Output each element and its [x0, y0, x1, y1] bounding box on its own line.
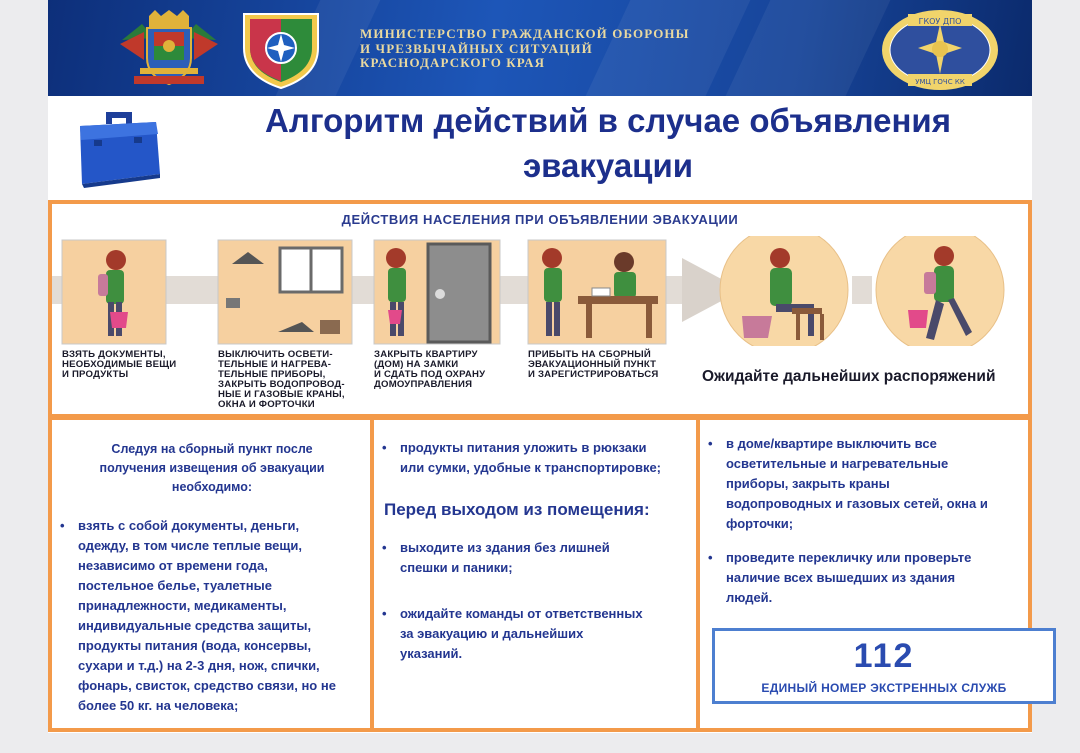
- caption-line: НЫЕ И ГАЗОВЫЕ КРАНЫ,: [218, 389, 345, 400]
- step-caption-2: [218, 350, 368, 410]
- bullet-line: продукты питания (вода, консервы,: [78, 638, 312, 653]
- seal-bottom-text: УМЦ ГОЧС КК: [915, 78, 965, 86]
- step-caption-1: [62, 350, 202, 380]
- bullet-item: [380, 604, 676, 664]
- caption-line: ЗАКРЫТЬ ВОДОПРОВОД-: [218, 379, 345, 390]
- bullet-dot: •: [708, 436, 713, 451]
- step-caption-3: [374, 350, 524, 390]
- caption-line: ЗАКРЫТЬ КВАРТИРУ: [374, 349, 478, 360]
- bullet-line: или сумки, удобные к транспортировке;: [400, 460, 662, 475]
- bullet-line: за эвакуацию и дальнейших: [400, 626, 584, 641]
- page-title: [208, 98, 1008, 188]
- heading-line: Следуя на сборный пункт после: [111, 442, 313, 456]
- bullet-line: ожидайте команды от ответственных: [400, 606, 643, 621]
- bullet-line: одежду, в том числе теплые вещи,: [78, 538, 302, 553]
- caption-line: НЕОБХОДИМЫЕ ВЕЩИ: [62, 359, 177, 370]
- caption-line: ТЕЛЬНЫЕ И НАГРЕВА-: [218, 359, 332, 370]
- bullet-line: сухари и т.д.) на 2-3 дня, нож, спички,: [78, 658, 320, 673]
- bullet-line: проведите перекличку или проверьте: [726, 550, 972, 565]
- arrow-band: [52, 236, 1028, 346]
- emergency-number: 112: [853, 637, 915, 675]
- emergency-number-box: [712, 628, 1056, 704]
- krasnodar-coat-of-arms-icon: [114, 10, 224, 90]
- col2-bullet-1: [380, 438, 692, 478]
- await-instructions: Ожидайте дальнейших распоряжений: [702, 368, 996, 385]
- caption-line: И СДАТЬ ПОД ОХРАНУ: [374, 369, 486, 380]
- column-2: [370, 416, 700, 732]
- bullet-item: [380, 538, 676, 578]
- ministry-line: И ЧРЕЗВЫЧАЙНЫХ СИТУАЦИЙ: [360, 40, 593, 56]
- caption-line: ДОМОУПРАВЛЕНИЯ: [374, 379, 473, 390]
- training-center-seal-icon: [878, 8, 1002, 92]
- heading-line: получения извещения об эвакуации: [99, 461, 325, 475]
- title-line-2: эвакуации: [522, 147, 694, 184]
- bullet-line: осветительные и нагревательные: [726, 456, 949, 471]
- bullet-dot: •: [382, 440, 387, 455]
- bullet-item: [58, 516, 364, 716]
- caption-line: (ДОМ) НА ЗАМКИ: [374, 359, 459, 370]
- bullet-line: продукты питания уложить в рюкзаки: [400, 440, 647, 455]
- poster: [48, 0, 1032, 733]
- ministry-line: КРАСНОДАРСКОГО КРАЯ: [360, 55, 546, 70]
- bullet-dot: •: [382, 540, 387, 555]
- bullet-item: [706, 548, 1020, 608]
- caption-line: ТЕЛЬНЫЕ ПРИБОРЫ,: [218, 369, 326, 380]
- heading-line: необходимо:: [171, 480, 253, 494]
- title-area: [48, 96, 1032, 200]
- bullet-dot: •: [708, 550, 713, 565]
- bullet-item: [380, 438, 692, 478]
- seal-top-text: ГКОУ ДПО: [918, 17, 962, 26]
- bullet-item: [706, 434, 1020, 534]
- ministry-line: МИНИСТЕРСТВО ГРАЖДАНСКОЙ ОБОРОНЫ: [360, 26, 690, 41]
- bullet-line: фонарь, свисток, средство связи, но не: [78, 678, 336, 693]
- bullet-line: взять с собой документы, деньги,: [78, 518, 300, 533]
- col1-bullet: [58, 516, 364, 716]
- caption-line: ВЗЯТЬ ДОКУМЕНТЫ,: [62, 349, 166, 360]
- bullet-line: индивидуальные средства защиты,: [78, 618, 312, 633]
- before-leaving-heading: Перед выходом из помещения:: [384, 500, 650, 519]
- col3-bullet-1: [706, 434, 1020, 534]
- bullet-line: форточки;: [726, 516, 794, 531]
- column-1: [48, 416, 374, 732]
- steps-panel: [48, 200, 1032, 418]
- steps-heading: ДЕЙСТВИЯ НАСЕЛЕНИЯ ПРИ ОБЪЯВЛЕНИИ ЭВАКУАЦИИ: [341, 212, 739, 227]
- bullet-line: водопроводных и газовых сетей, окна и: [726, 496, 988, 511]
- mchs-emblem-icon: [238, 10, 324, 90]
- caption-line: И ЗАРЕГИСТРИРОВАТЬСЯ: [528, 369, 659, 380]
- caption-line: ВЫКЛЮЧИТЬ ОСВЕТИ-: [218, 349, 333, 360]
- col2-bullet-3: [380, 604, 676, 664]
- caption-line: ПРИБЫТЬ НА СБОРНЫЙ: [528, 349, 651, 360]
- caption-line: И ПРОДУКТЫ: [62, 369, 129, 380]
- bullet-line: выходите из здания без лишней: [400, 540, 610, 555]
- emergency-label: ЕДИНЫЙ НОМЕР ЭКСТРЕННЫХ СЛУЖБ: [761, 681, 1007, 695]
- bullet-line: приборы, закрыть краны: [726, 476, 890, 491]
- bullet-line: спешки и паники;: [400, 560, 513, 575]
- col2-bullet-2: [380, 538, 676, 578]
- bullet-line: указаний.: [400, 646, 463, 661]
- title-line-1: Алгоритм действий в случае объявления: [265, 102, 951, 139]
- bullet-dot: •: [60, 518, 65, 533]
- ministry-title: [360, 27, 690, 71]
- caption-line: ОКНА И ФОРТОЧКИ: [218, 399, 315, 410]
- bullet-line: более 50 кг. на человека;: [78, 698, 239, 713]
- caption-line: ЭВАКУАЦИОННЫЙ ПУНКТ: [528, 359, 657, 370]
- bullet-line: принадлежности, медикаменты,: [78, 598, 287, 613]
- bullet-dot: •: [382, 606, 387, 621]
- step-caption-4: [528, 350, 698, 380]
- bullet-line: независимо от времени года,: [78, 558, 268, 573]
- bullet-line: людей.: [726, 590, 773, 605]
- col1-heading: [62, 440, 362, 497]
- bullet-line: наличие всех вышедших из здания: [726, 570, 956, 585]
- bullet-line: постельное белье, туалетные: [78, 578, 272, 593]
- header-banner: [48, 0, 1032, 96]
- bullet-line: в доме/квартире выключить все: [726, 436, 937, 451]
- col3-bullet-2: [706, 548, 1020, 608]
- suitcase-icon: [72, 104, 164, 190]
